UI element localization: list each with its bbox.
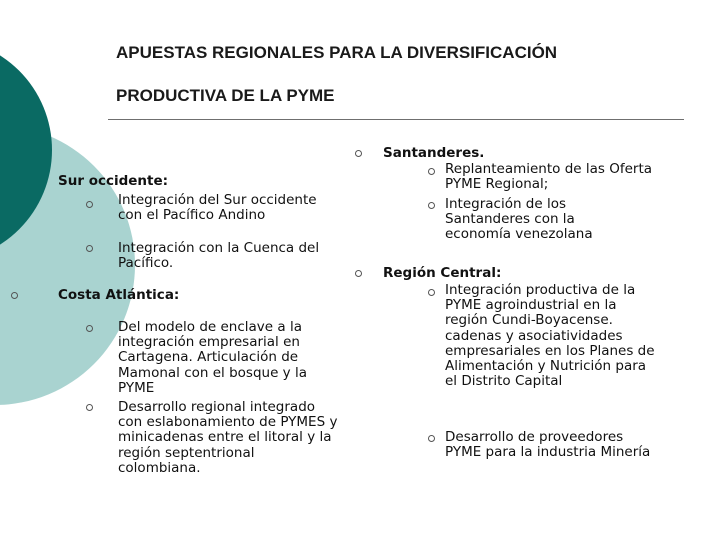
bullet-icon [428,435,435,442]
bullet-icon [428,289,435,296]
bullet-icon [86,325,93,332]
santanderes-heading: Santanderes. [383,145,485,161]
sur-occidente-heading: Sur occidente: [58,173,169,189]
santanderes-item-2: Integración de los Santanderes con la economía venezolana [445,196,593,243]
central-item-1: Integración productiva de la PYME agroindustrial en la región Cundi-Boyacense. cadenas y asociatividades empresariales en los Planes de Alimentación y Nutrición para el Distrito Capital [445,282,655,390]
sur-item-1: Integración del Sur occidente con el Pacífico Andino [118,192,317,224]
sur-item-2: Integración con la Cuenca del Pacífico. [118,240,320,272]
bullet-icon [11,292,18,299]
costa-atlantica-heading: Costa Atlántica: [58,287,180,303]
bullet-icon [355,150,362,157]
costa-item-1: Del modelo de enclave a la integración empresarial en Cartagena. Articulación de Mamonal con el bosque y la PYME [118,319,307,396]
central-item-2: Desarrollo de proveedores PYME para la industria Minería [445,429,651,461]
bullet-icon [86,404,93,411]
bullet-icon [86,201,93,208]
bullet-icon [428,168,435,175]
costa-item-2: Desarrollo regional integrado con eslabonamiento de PYMES y minicadenas entre el litoral y la región septentrional colombiana. [118,399,338,476]
region-central-heading: Región Central: [383,265,502,281]
title-divider [108,119,684,120]
santanderes-item-1: Replanteamiento de las Oferta PYME Regional; [445,161,653,193]
bullet-icon [428,202,435,209]
slide-title-line-1: APUESTAS REGIONALES PARA LA DIVERSIFICACIÓN [116,43,558,62]
slide-title-line-2: PRODUCTIVA DE LA PYME [116,86,335,105]
bullet-icon [355,270,362,277]
bullet-icon [86,245,93,252]
